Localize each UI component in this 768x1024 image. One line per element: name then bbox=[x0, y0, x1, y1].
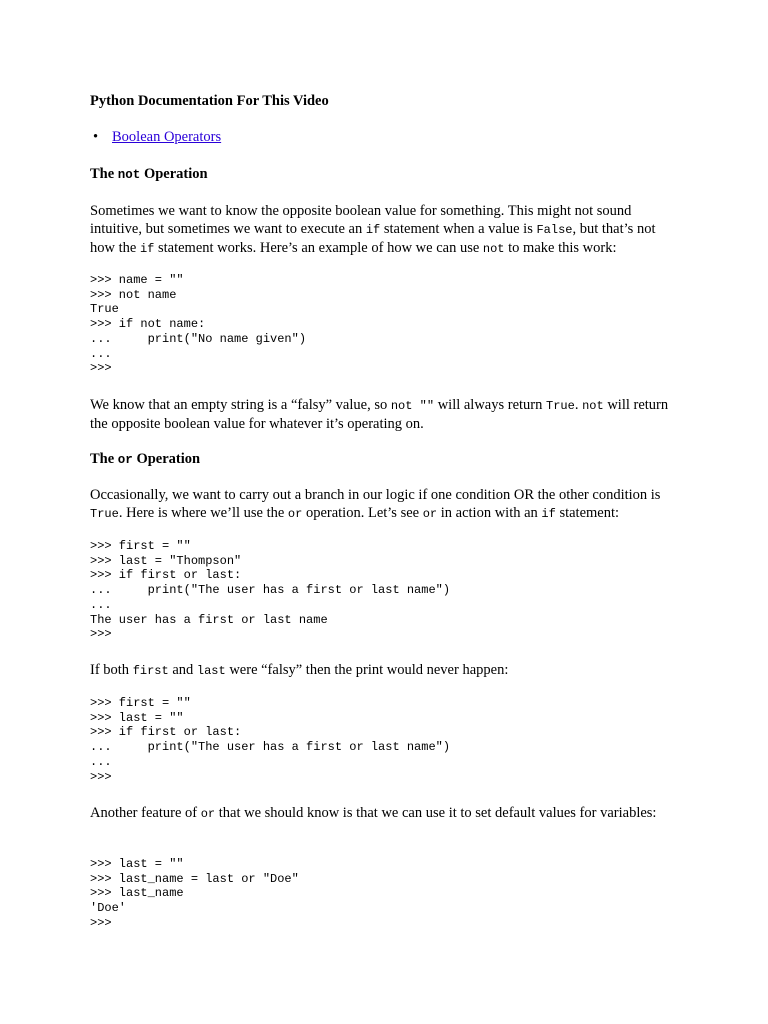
heading-prefix: The bbox=[90, 166, 118, 182]
heading-code: or bbox=[117, 453, 133, 467]
inline-code: or bbox=[287, 507, 303, 521]
inline-code: not bbox=[482, 242, 505, 256]
inline-code: if bbox=[139, 242, 155, 256]
not-intro-paragraph: Sometimes we want to know the opposite boolean value for something. This might not sound intuitive, but sometimes we want to execute an if statement when a value is False, but that’s not how the if statement works. Here’s an example of how we can use not to make this work: bbox=[90, 203, 656, 256]
inline-code: if bbox=[365, 223, 381, 237]
not-code-block: >>> name = "" >>> not name True >>> if not name: ... print("No name given") ... >>> bbox=[90, 273, 307, 376]
inline-code: not "" bbox=[390, 399, 435, 413]
inline-code: not bbox=[582, 399, 604, 413]
inline-code: or bbox=[200, 807, 216, 821]
not-operation-heading bbox=[90, 166, 208, 183]
inline-code: last bbox=[196, 664, 226, 678]
heading-code: not bbox=[117, 168, 141, 182]
boolean-operators-link[interactable]: Boolean Operators bbox=[112, 129, 222, 145]
link-list-item bbox=[93, 129, 222, 146]
not-outro-paragraph: We know that an empty string is a “falsy” value, so not "" will always return True. not will return the opposite boolean value for whatever it’s operating on. bbox=[90, 397, 669, 432]
document-title: Python Documentation For This Video bbox=[90, 93, 329, 109]
heading-prefix: The bbox=[90, 451, 118, 467]
inline-code: if bbox=[541, 507, 556, 521]
or-falsy-paragraph: If both first and last were “falsy” then the print would never happen: bbox=[90, 662, 509, 678]
inline-code: or bbox=[422, 507, 438, 521]
heading-suffix: Operation bbox=[140, 166, 208, 182]
inline-code: True bbox=[90, 507, 119, 521]
or-code-block-2: >>> first = "" >>> last = "" >>> if first or last: ... print("The user has a first or last name") ... >>> bbox=[90, 696, 451, 784]
heading-suffix: Operation bbox=[132, 451, 201, 467]
bullet-icon: • bbox=[93, 129, 99, 145]
or-operation-heading bbox=[90, 451, 200, 468]
or-code-block-3: >>> last = "" >>> last_name = last or "Doe" >>> last_name 'Doe' >>> bbox=[90, 857, 299, 930]
inline-code: False bbox=[536, 223, 573, 237]
or-intro-paragraph: Occasionally, we want to carry out a branch in our logic if one condition OR the other condition is True. Here is where we’ll use the or operation. Let’s see or in action with an if statement: bbox=[90, 487, 661, 521]
or-default-paragraph: Another feature of or that we should know is that we can use it to set default values for variables: bbox=[90, 805, 657, 821]
or-code-block-1: >>> first = "" >>> last = "Thompson" >>> if first or last: ... print("The user has a first or last name") ... The user has a first or last name >>> bbox=[90, 539, 451, 642]
inline-code: True bbox=[546, 399, 575, 413]
inline-code: first bbox=[132, 664, 169, 678]
